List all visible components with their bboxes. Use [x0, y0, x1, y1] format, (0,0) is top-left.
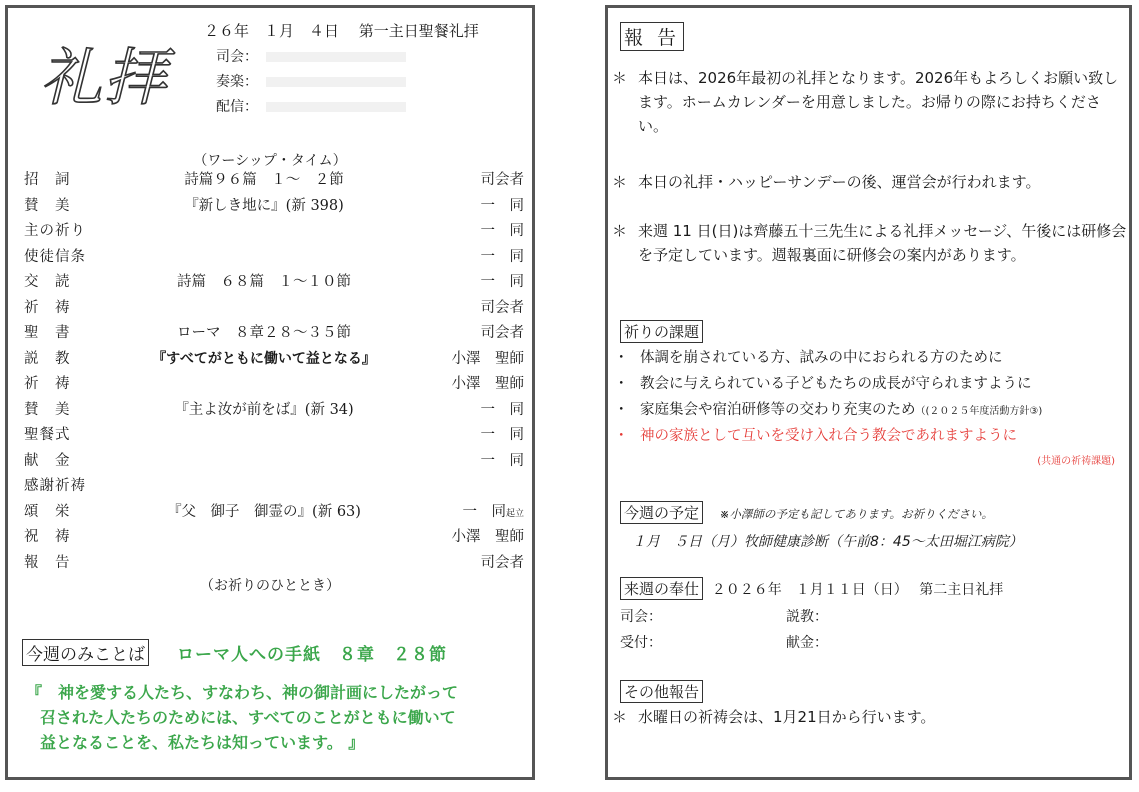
next-service-heading: 来週の奉仕 ２０２６年 １月１１日（日） 第二主日礼拝 — [620, 577, 1003, 600]
next-service-date: ２０２６年 １月１１日（日） 第二主日礼拝 — [711, 582, 1004, 598]
prayer-topics-list — [614, 345, 1129, 449]
order-row: 聖餐式 一 同 — [24, 427, 524, 443]
order-row: 交 読 詩篇 ６８篇 １～１０節 一 同 — [24, 274, 524, 290]
schedule-heading: 今週の予定 ※小澤師の予定も記してあります。お祈りください。 — [620, 501, 993, 524]
prayer-topic: ・ 教会に与えられている子どもたちの成長が守られますように — [614, 376, 1032, 392]
other-reports-heading: その他報告 — [620, 680, 703, 703]
header-organist: 奏楽： — [216, 71, 406, 91]
order-row: 主の祈り 一 同 — [24, 223, 524, 239]
weekly-verse-text: 『 神を愛する人たち、すなわち、神の御計画にしたがって 召された人たちのためには、すべてのことがともに働いて 益となることを、私たちは知っています。 』 — [26, 683, 459, 752]
order-row: 頌 栄 『父 御子 御霊の』(新 63) 一 同起立 — [24, 503, 524, 520]
weekly-verse-reference: ローマ人への手紙 ８章 ２８節 — [177, 645, 447, 665]
role-reception: 受付： — [620, 635, 662, 651]
report-item: ＊ 本日は、2026年最初の礼拝となります。2026年もよろしくお願い致します。ホームカレンダーを用意しました。お帰りの際にお持ちください。 — [612, 69, 1119, 135]
weekly-verse-label: 今週のみことば — [22, 639, 149, 666]
order-row: 賛 美 『新しき地に』(新 398) 一 同 — [24, 197, 524, 214]
order-row: 祈 祷 小澤 聖師 — [24, 376, 524, 392]
prayer-topic-common: ・ 神の家族として互いを受け入れ合う教会であれますように — [614, 428, 1017, 444]
prayer-topics-heading: 祈りの課題 — [620, 320, 703, 343]
prayer-time-heading: （お祈りのひととき） — [200, 578, 340, 594]
report-heading: 報 告 — [620, 22, 684, 51]
schedule-note: ※小澤師の予定も記してあります。お祈りください。 — [719, 507, 994, 521]
order-row: 感謝祈祷 — [24, 478, 86, 494]
right-page — [605, 5, 1132, 780]
common-prayer-note: (共通の祈祷課題) — [1037, 456, 1115, 467]
order-row: 聖 書 ローマ ８章２８～３５節 司会者 — [24, 325, 524, 341]
worship-time-heading: （ワーシップ・タイム） — [193, 153, 347, 169]
order-of-service — [24, 168, 524, 576]
header-presider: 司会： — [216, 46, 406, 66]
order-row: 賛 美 『主よ汝が前をば』(新 34) 一 同 — [24, 401, 524, 418]
sermon-title: 『すべてがともに働いて益となる』 — [152, 350, 376, 367]
order-row-sermon: 説 教 『すべてがともに働いて益となる』 小澤 聖師 — [24, 347, 524, 373]
left-page — [5, 5, 535, 780]
report-item: ＊ 来週 11 日(日)は齊藤五十三先生による礼拝メッセージ、午後には研修会を予定しています。週報裏面に研修会の案内があります。 — [612, 222, 1127, 264]
role-presider: 司会： — [620, 609, 662, 625]
role-offering: 献金： — [786, 635, 828, 651]
service-date-line: ２６年 １月 ４日 第一主日聖餐礼拝 — [204, 22, 479, 40]
role-sermon: 説教： — [786, 609, 828, 625]
order-row: 報 告 司会者 — [24, 554, 524, 571]
weekly-verse-heading — [22, 639, 447, 666]
order-row: 祈 祷 司会者 — [24, 299, 524, 316]
header-stream: 配信： — [216, 96, 406, 116]
order-row: 招 詞 詩篇９６篇 １～ ２節 司会者 — [24, 172, 524, 188]
order-row: 使徒信条 一 同 — [24, 248, 524, 265]
other-report-item: ＊ 水曜日の祈祷会は、1月21日から行います。 — [612, 708, 936, 726]
order-row: 献 金 一 同 — [24, 452, 524, 469]
report-item: ＊ 本日の礼拝・ハッピーサンデーの後、運営会が行われます。 — [612, 173, 1041, 191]
schedule-item: １月 ５日（月）牧師健康診断（午前8：45～太田堀江病院） — [632, 534, 1023, 550]
order-row: 祝 祷 小澤 聖師 — [24, 529, 524, 545]
prayer-topic: ・ 家庭集会や宿泊研修等の交わり充実のため（(２０２５年度活動方針③) — [614, 402, 1043, 418]
worship-title: 礼拝 — [40, 41, 169, 114]
prayer-topic: ・ 体調を崩されている方、試みの中におられる方のために — [614, 350, 1003, 366]
